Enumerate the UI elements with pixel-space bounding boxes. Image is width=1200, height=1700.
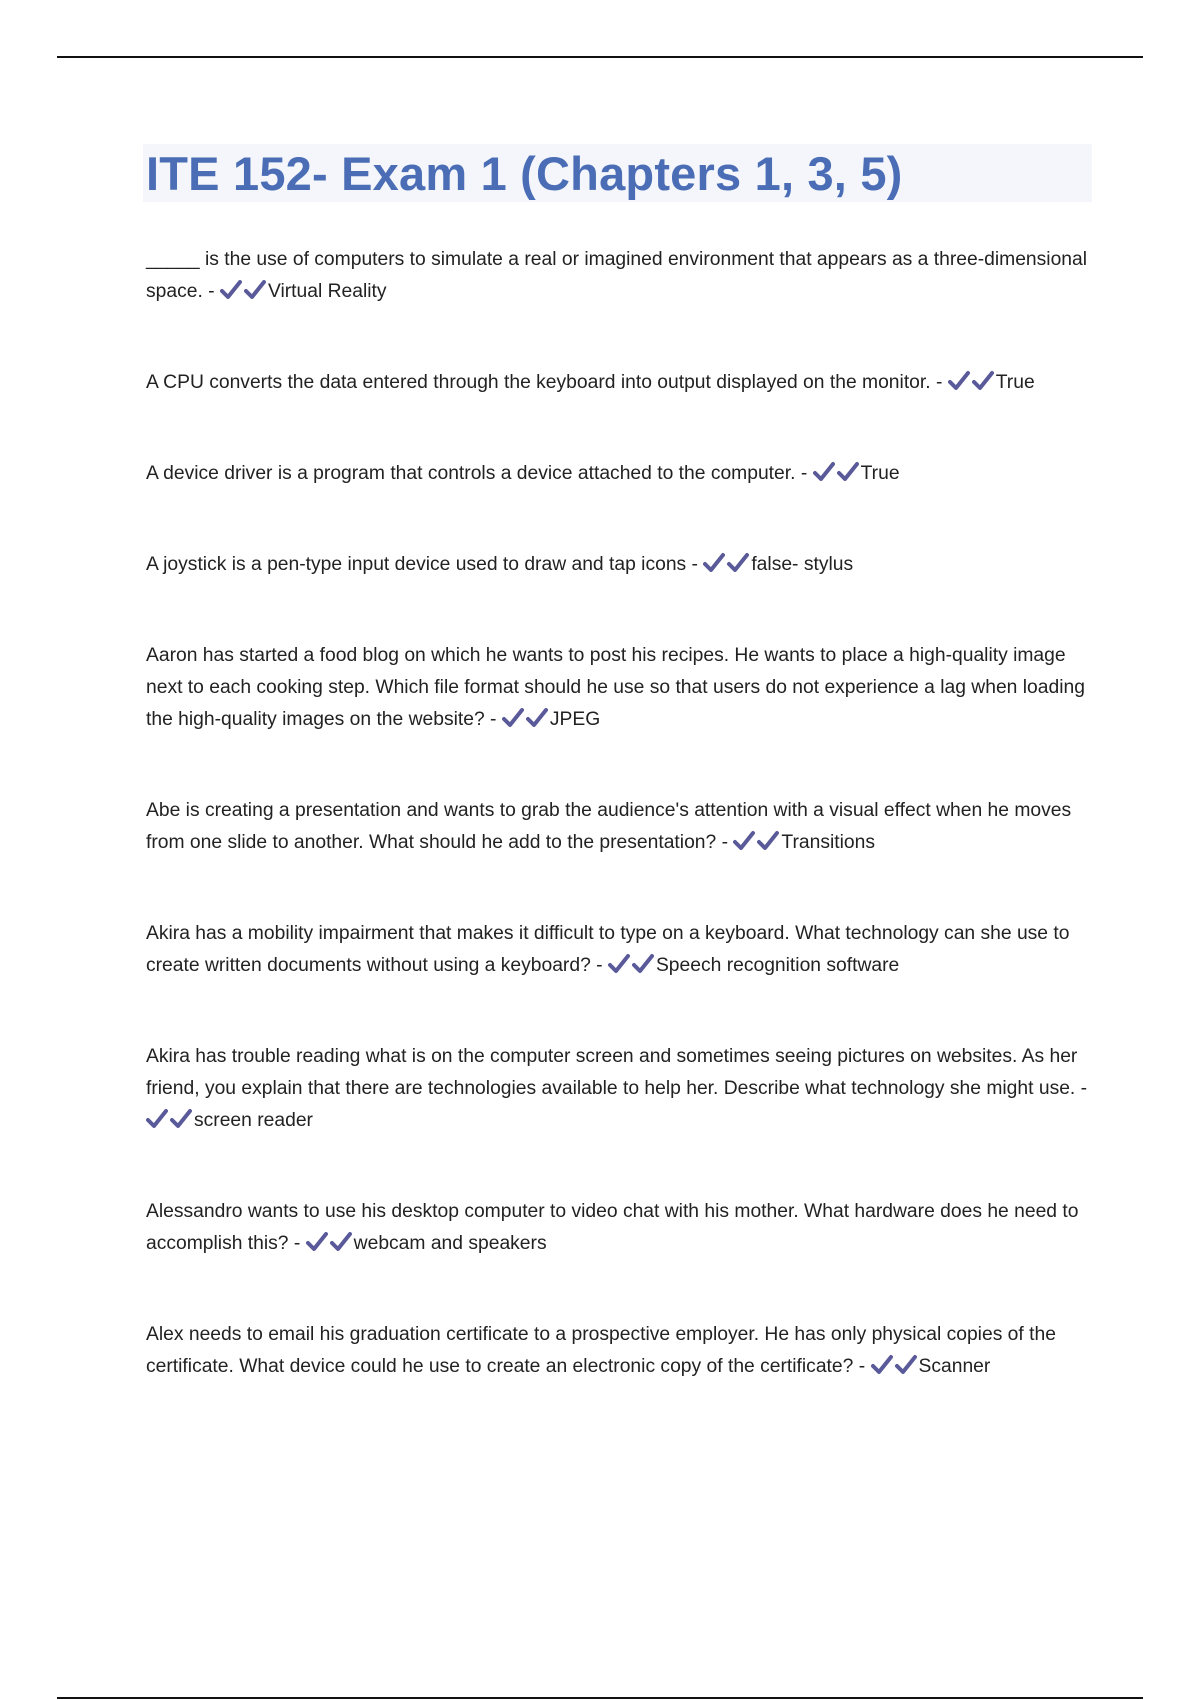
check-icon <box>632 953 654 975</box>
answer-separator: - <box>853 1356 871 1377</box>
check-icon <box>813 461 835 483</box>
page-title: ITE 152- Exam 1 (Chapters 1, 3, 5) <box>146 147 903 200</box>
answer-separator: - <box>716 832 734 853</box>
answer-separator: - <box>484 709 502 730</box>
qa-item <box>146 244 1096 308</box>
question-text: A CPU converts the data entered through the keyboard into output displayed on the monitor. <box>146 372 931 393</box>
answer-separator: - <box>288 1233 306 1254</box>
answer-text: Scanner <box>918 1356 991 1377</box>
answer-separator: - <box>795 463 813 484</box>
qa-item <box>146 549 1096 581</box>
check-icon <box>526 707 548 729</box>
answer-text: Virtual Reality <box>267 281 387 302</box>
question-text: _____ is the use of computers to simulate a real or imagined environment that appears as a three-dimensional space. <box>146 249 1088 302</box>
check-icon <box>330 1231 352 1253</box>
answer-text: screen reader <box>194 1110 313 1131</box>
answer-separator: - <box>930 372 948 393</box>
check-icon <box>703 552 725 574</box>
qa-item <box>146 367 1096 399</box>
answer-text: webcam and speakers <box>353 1233 547 1254</box>
question-text: Akira has trouble reading what is on the computer screen and sometimes seeing pictures on websites. As her friend, you explain that there are technologies available to help her. Describe what technology she might use. <box>146 1046 1078 1099</box>
check-icon <box>757 830 779 852</box>
question-text: Akira has a mobility impairment that makes it difficult to type on a keyboard. What technology can she use to create written documents without using a keyboard? <box>146 923 1070 976</box>
question-text: Aaron has started a food blog on which he wants to post his recipes. He wants to place a high-quality image next to each cooking step. Which file format should he use so that users do not experience a lag when loading the high-quality images on the website? <box>146 645 1085 730</box>
question-text: Alex needs to email his graduation certificate to a prospective employer. He has only physical copies of the certificate. What device could he use to create an electronic copy of the certificate? <box>146 1324 1056 1377</box>
qa-item <box>146 795 1096 859</box>
check-icon <box>733 830 755 852</box>
qa-item <box>146 640 1096 736</box>
answer-separator: - <box>590 955 608 976</box>
qa-item <box>146 1196 1096 1260</box>
check-icon <box>948 370 970 392</box>
check-icon <box>244 279 266 301</box>
check-icon <box>895 1354 917 1376</box>
answer-text: True <box>860 463 900 484</box>
check-icon <box>972 370 994 392</box>
qa-item <box>146 458 1096 490</box>
bottom-rule <box>57 1697 1143 1699</box>
check-icon <box>502 707 524 729</box>
question-text: A device driver is a program that controls a device attached to the computer. <box>146 463 796 484</box>
answer-separator: - <box>1075 1078 1088 1099</box>
answer-separator: - <box>202 281 220 302</box>
check-icon <box>727 552 749 574</box>
answer-text: True <box>995 372 1035 393</box>
check-icon <box>306 1231 328 1253</box>
qa-item <box>146 1319 1096 1383</box>
check-icon <box>871 1354 893 1376</box>
answer-text: false- stylus <box>751 554 854 575</box>
answer-text: JPEG <box>549 709 601 730</box>
check-icon <box>146 1108 168 1130</box>
question-text: Alessandro wants to use his desktop computer to video chat with his mother. What hardware does he need to accomplish this? <box>146 1201 1079 1254</box>
qa-item <box>146 918 1096 982</box>
question-text: Abe is creating a presentation and wants to grab the audience's attention with a visual effect when he moves from one slide to another. What should he add to the presentation? <box>146 800 1072 853</box>
answer-text: Transitions <box>781 832 875 853</box>
check-icon <box>220 279 242 301</box>
check-icon <box>170 1108 192 1130</box>
top-rule <box>57 56 1143 58</box>
question-text: A joystick is a pen-type input device used to draw and tap icons <box>146 554 687 575</box>
answer-text: Speech recognition software <box>655 955 900 976</box>
qa-item <box>146 1041 1096 1137</box>
check-icon <box>608 953 630 975</box>
answer-separator: - <box>686 554 704 575</box>
qa-list <box>146 244 1096 1442</box>
check-icon <box>837 461 859 483</box>
